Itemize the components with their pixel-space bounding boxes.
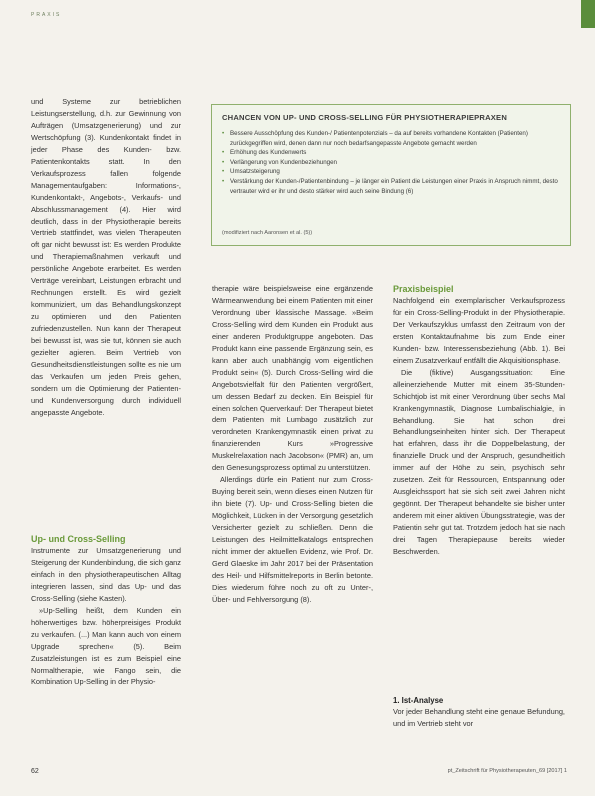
paragraph: »Up-Selling heißt, dem Kunden ein höherwertiges bzw. höherpreisiges Produkt zu verkaufen. (...) Man kann auch von einem Upgrade sprechen« (5). Beim Zusatzleistungen ist es zum Beispiel eine Normaltherapie, wie Fango sein, die Kombination Up-Selling in der Physio- <box>31 605 181 687</box>
page-number: 62 <box>31 768 39 775</box>
list-item: • Erhöhung des Kundenwerts <box>222 148 562 158</box>
section-color-tab <box>581 0 595 28</box>
info-box <box>211 104 571 246</box>
section-tag: PRAXIS <box>31 12 62 18</box>
section-heading: Up- und Cross-Selling <box>31 534 126 544</box>
column-1-lower <box>31 533 181 688</box>
paragraph: Vor jeder Behandlung steht eine genaue Befundung, und im Vertrieb steht vor <box>393 707 565 728</box>
paragraph: Nachfolgend ein exemplarischer Verkaufsprozess für ein Cross-Selling-Produkt in der Physiotherapie. Der Verkaufszyklus umfasst den Zeitraum von der ersten Kontaktaufnahme bis zum Ende einer Kunden- bzw. Interessensbeziehung (Abb. 1). Bei einem Zusatzverkauf entfällt die Akquisitionsphase. <box>393 296 565 365</box>
paragraph: Die (fiktive) Ausgangssituation: Eine alleinerziehende Mutter mit einem 35-Stunden-Schichtjob ist mit einer Verordnung über sechs Mal Krankengymnastik, Diagnose Lumbalischialgie, in Behandlung. Sie hat schon drei Behandlungseinheiten hinter sich. Der Therapeut hat erfahren, dass ihr die Doppelbelastung, der finanzielle Druck und der Anspruch, gesundheitlich immer auf der Höhe zu sein, psychisch sehr zusetzen. Zeit für Ressourcen, Entspannung oder Ausgleichssport hat sie sich seit zwei Jahren nicht gegönnt. Der Therapeut behandelte sie bisher unter anderem mit einer aktiven Übungsstrategie, was der Patientin sehr gut tat. Trotzdem jedoch hat sie nach drei Tagen Therapiepause bereits wieder Beschwerden. <box>393 367 565 557</box>
column-3-lower <box>393 695 565 730</box>
column-1 <box>31 96 181 419</box>
subheading: 1. Ist-Analyse <box>393 696 444 705</box>
column-3 <box>393 283 565 558</box>
list-item: • Bessere Ausschöpfung des Kunden-/ Patientenpotenzials – da auf bereits vorhandene Kontakten (Patienten) zurückgegriffen wird, denen dann nur noch bedarfsangepasste Angebote gemacht werden <box>222 129 562 148</box>
paragraph: Instrumente zur Umsatzgenerierung und Steigerung der Kundenbindung, die sich ganz einfach in den physiotherapeutischen Alltag integrieren lassen, sind das Up- und das Cross-Selling (siehe Kasten). <box>31 546 181 603</box>
list-item: • Verlängerung von Kundenbeziehungen <box>222 158 562 168</box>
info-box-source: (modifiziert nach Aaronsen et al. (5)) <box>222 230 313 236</box>
info-box-title: CHANCEN VON UP- UND CROSS-SELLING FÜR PHYSIOTHERAPIEPRAXEN <box>222 113 507 122</box>
list-item: • Verstärkung der Kunden-/Patientenbindung – je länger ein Patient die Leistungen einer Praxis in Anspruch nimmt, desto vertrauter wird er ihr und desto stärker wird auch seine Bindung (6) <box>222 177 562 196</box>
paragraph: therapie wäre beispielsweise eine ergänzende Wärmeanwendung bei einem Patienten mit einer Verordnung über klassische Massage. »Beim Cross-Selling wird dem Kunden ein Produkt aus einer anderen Produktgruppe angeboten. Das Produkt kann eine passende Ergänzung sein, es kann aber auch unabhängig vom eigentlichen Produkt sein« (5). Durch Cross-Selling wird die Angebotsvielfalt für den Patienten vergrößert, um dessen Bedarf zu decken. Ein Beispiel für einen solchen Querverkauf: Der Therapeut bietet dem Patienten mit Lumbago zusätzlich zur verordneten Krankengymnastik einen privat zu finanzierenden Kurs »Progressive Muskelrelaxation nach Jacobson« (PMR) an, um den Genesungsprozess optimal zu unterstützen. <box>212 284 373 473</box>
column-2 <box>212 283 373 606</box>
paragraph: und Systeme zur betrieblichen Leistungserstellung, d.h. zur Gewinnung von Aufträgen (Umsatzgenerierung) und zur Wertschöpfung (3). Kundenkontakt findet in jeder Phase des Kunden- bzw. Patientenkontakts statt. In den Verkaufsprozess fallen folgende Managementaufgaben: Informations-, Kundenkontakt-, Angebots-, Verkaufs- und Abschlussmanagement (4). Hier wird deutlich, dass in der Physiotherapie bereits Vertrieb stattfindet, was vielen Therapeuten oft gar nicht bewusst ist: Es werden Produkte und Therapiemaßnahmen verkauft und persönliche Angebote erarbeitet. Es werden Verträge vereinbart, Leistungen erbracht und Rechnungen erstellt. Es wird gezielt kommuniziert, um das Behandlungskonzept zu optimieren und den Patienten zufriedenzustellen. Nun kann der Therapeut bei bewusst ist, was sie tut, können sie auch gezielter agieren. Beim Vertrieb von Gesundheitsdienstleistungen sollte es nie um das Verkaufen um jeden Preis gehen, sondern um die Optimierung der Patienten- und Kundenversorgung durch individuell angepasste Angebote. <box>31 97 181 417</box>
section-heading: Praxisbeispiel <box>393 284 454 294</box>
list-item: • Umsatzsteigerung <box>222 167 562 177</box>
paragraph: Allerdings dürfe ein Patient nur zum Cross-Buying bereit sein, wenn dieses einen Nutzen für ihn biete (7). Up- und Cross-Selling bieten die Möglichkeit, Lücken in der Versorgung gesetzlich Versicherter gezielt zu schließen. Denn die Leistungen des Heilmittelkatalogs entsprechen nicht immer der aktuellen Evidenz, wie Prof. Dr. Gerd Glaeske im Jahr 2017 bei der Präsentation des Heil- und Hilfsmittelreports in Berlin betonte. Dies wiederum führe noch zu oft zu Unter-, Über- und Fehlversorgung (8). <box>212 475 373 604</box>
journal-footer: pt_Zeitschrift für Physiotherapeuten_69 [2017] 1 <box>447 768 567 774</box>
info-box-list <box>222 129 562 196</box>
